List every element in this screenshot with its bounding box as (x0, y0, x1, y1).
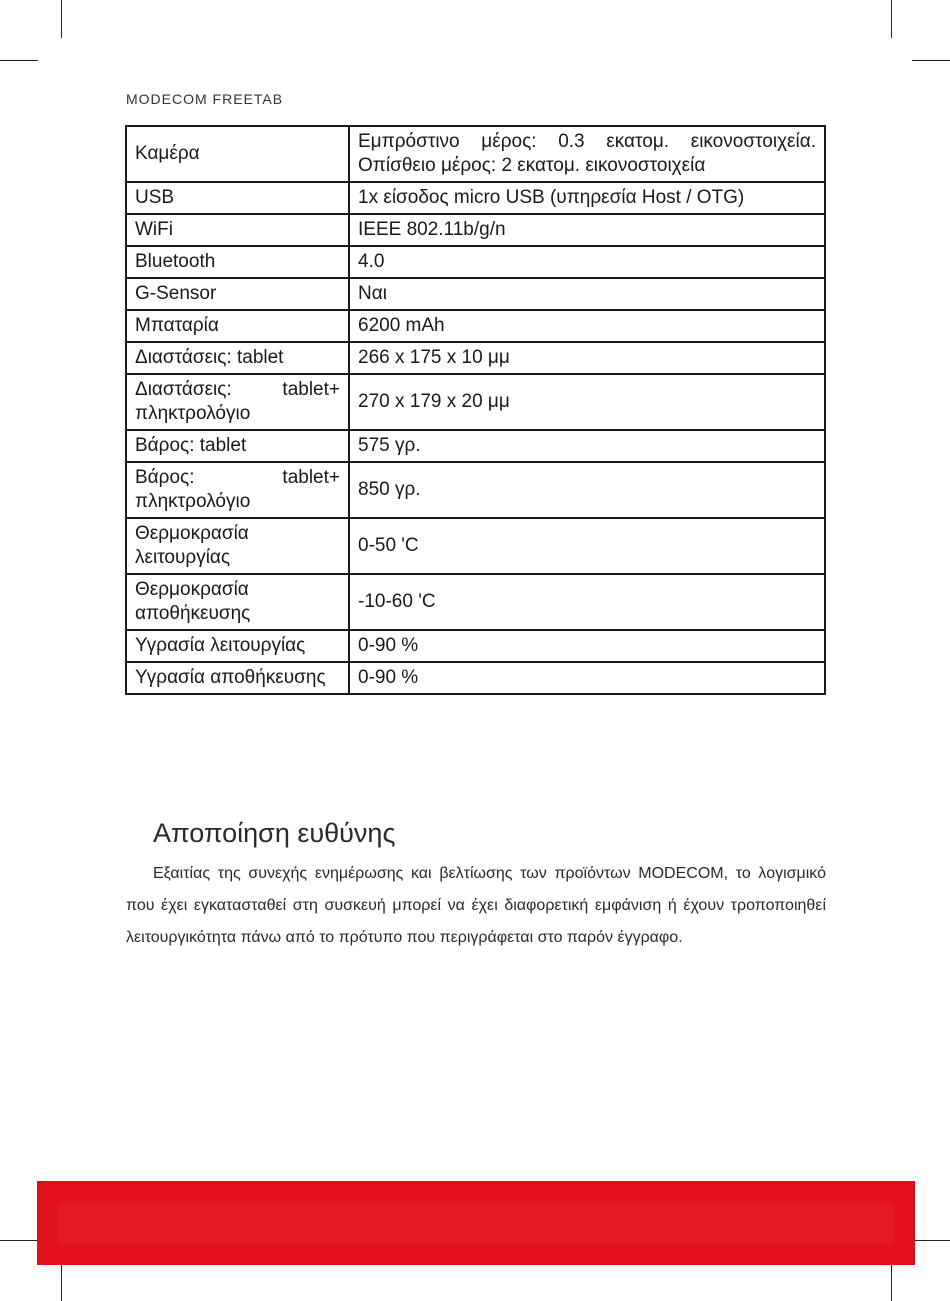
spec-label: G-Sensor (126, 278, 349, 310)
spec-label: Καμέρα (126, 126, 349, 182)
spec-label: Διαστάσεις: tablet+ πληκτρολόγιο (126, 374, 349, 430)
spec-label: Θερμοκρασία λειτουργίας (126, 518, 349, 574)
crop-mark (891, 1262, 892, 1301)
crop-mark (0, 1240, 38, 1241)
spec-label: Υγρασία λειτουργίας (126, 630, 349, 662)
table-row (126, 182, 825, 214)
spec-value: 1x είσοδος micro USB (υπηρεσία Host / OTG) (349, 182, 825, 214)
spec-value: 4.0 (349, 246, 825, 278)
disclaimer-text: Εξαιτίας της συνεχής ενημέρωσης και βελτίωσης των προϊόντων MODECOM, το λογισμικό που έχει εγκατασταθεί στη συσκευή μπορεί να έχει διαφορετική εμφάνιση ή έχουν τροποποιηθεί λειτουργικότητα πάνω από το πρότυπο που περιγράφεται στο παρόν έγγραφο. (126, 865, 826, 946)
spec-value: 6200 mAh (349, 310, 825, 342)
table-row (126, 278, 825, 310)
table-row (126, 310, 825, 342)
spec-value: -10-60 'C (349, 574, 825, 630)
crop-mark (912, 1240, 950, 1241)
spec-label: Bluetooth (126, 246, 349, 278)
spec-label: Υγρασία αποθήκευσης (126, 662, 349, 694)
spec-label: Θερμοκρασία αποθήκευσης (126, 574, 349, 630)
spec-label: WiFi (126, 214, 349, 246)
spec-label: Βάρος: tablet (126, 430, 349, 462)
crop-mark (0, 60, 38, 61)
table-row (126, 630, 825, 662)
spec-label: Βάρος: tablet+ πληκτρολόγιο (126, 462, 349, 518)
page-header: MODECOM FREETAB (126, 91, 284, 107)
spec-value: 0-90 % (349, 630, 825, 662)
table-row (126, 574, 825, 630)
spec-label: USB (126, 182, 349, 214)
footer-bar (37, 1181, 915, 1265)
table-row (126, 374, 825, 430)
spec-label: Μπαταρία (126, 310, 349, 342)
footer-panel (57, 1201, 895, 1245)
disclaimer-title: Αποποίηση ευθύνης (153, 818, 396, 848)
spec-value: Εμπρόστινο μέρος: 0.3 εκατομ. εικονοστοιχεία. Οπίσθειο μέρος: 2 εκατομ. εικονοστοιχεία (349, 126, 825, 182)
spec-value: 270 x 179 x 20 μμ (349, 374, 825, 430)
spec-value: 575 γρ. (349, 430, 825, 462)
crop-mark (61, 1262, 62, 1301)
spec-label: Διαστάσεις: tablet (126, 342, 349, 374)
spec-value: 0-50 'C (349, 518, 825, 574)
specs-table (125, 125, 826, 695)
table-row (126, 126, 825, 182)
crop-mark (912, 60, 950, 61)
spec-value: 0-90 % (349, 662, 825, 694)
spec-value: IEEE 802.11b/g/n (349, 214, 825, 246)
table-row (126, 214, 825, 246)
table-row (126, 662, 825, 694)
table-row (126, 462, 825, 518)
spec-value: Ναι (349, 278, 825, 310)
crop-mark (61, 0, 62, 38)
spec-value: 266 x 175 x 10 μμ (349, 342, 825, 374)
table-row (126, 246, 825, 278)
table-row (126, 518, 825, 574)
crop-mark (891, 0, 892, 38)
table-row (126, 342, 825, 374)
table-row (126, 430, 825, 462)
spec-value: 850 γρ. (349, 462, 825, 518)
